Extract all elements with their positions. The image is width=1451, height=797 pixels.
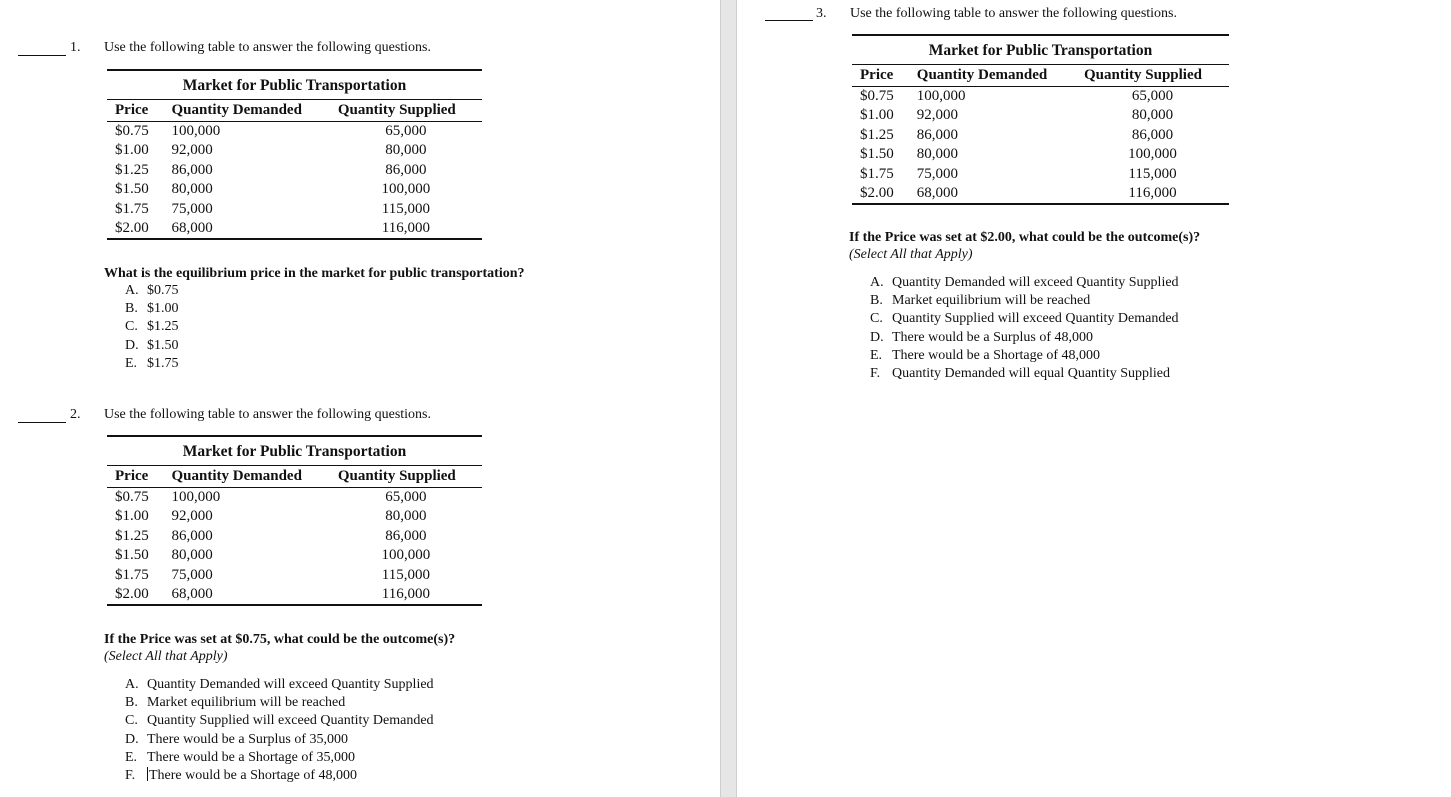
cell-price: $1.75 bbox=[115, 566, 149, 583]
header-quantity-supplied: Quantity Supplied bbox=[330, 466, 482, 488]
cell-qd: 80,000 bbox=[171, 181, 213, 198]
cell-qd: 75,000 bbox=[171, 566, 213, 583]
table-row bbox=[107, 546, 482, 565]
table-row bbox=[107, 161, 482, 180]
table-caption: Market for Public Transportation bbox=[107, 435, 482, 465]
cell-qd: 92,000 bbox=[171, 142, 213, 159]
table-row bbox=[107, 527, 482, 546]
header-price: Price bbox=[107, 466, 164, 488]
cell-price: $1.50 bbox=[115, 547, 149, 564]
header-price: Price bbox=[107, 100, 164, 122]
table-row bbox=[107, 585, 482, 605]
question-number-1: 1. bbox=[70, 40, 81, 55]
cell-price: $1.25 bbox=[115, 161, 149, 178]
answer-option[interactable] bbox=[870, 274, 1179, 292]
question-intro-3: Use the following table to answer the following questions. bbox=[850, 6, 1177, 21]
question-intro-2: Use the following table to answer the following questions. bbox=[104, 407, 431, 422]
option-letter: C. bbox=[870, 311, 883, 327]
table-row bbox=[107, 219, 482, 239]
header-quantity-supplied: Quantity Supplied bbox=[330, 100, 482, 122]
option-text: $1.00 bbox=[147, 301, 179, 317]
answer-option[interactable] bbox=[870, 347, 1179, 365]
option-text: There would be a Shortage of 48,000 bbox=[149, 768, 357, 784]
answer-option[interactable] bbox=[870, 310, 1179, 328]
option-letter: F. bbox=[870, 366, 881, 382]
cell-qd: 75,000 bbox=[171, 200, 213, 217]
question-intro-1: Use the following table to answer the following questions. bbox=[104, 40, 431, 55]
cell-qd: 100,000 bbox=[171, 123, 221, 139]
answer-options-1 bbox=[125, 282, 179, 373]
option-letter: E. bbox=[125, 749, 138, 765]
table-row bbox=[852, 165, 1229, 184]
option-letter: A. bbox=[870, 275, 884, 290]
table-row bbox=[852, 106, 1229, 125]
answer-option[interactable] bbox=[870, 365, 1179, 383]
cell-qd: 100,000 bbox=[171, 489, 221, 505]
cell-qd: 80,000 bbox=[171, 547, 213, 564]
cell-qs: 80,000 bbox=[385, 508, 427, 525]
cell-qs: 100,000 bbox=[381, 547, 431, 564]
answer-option[interactable] bbox=[125, 282, 179, 300]
cell-price: $0.75 bbox=[115, 123, 149, 139]
header-price: Price bbox=[852, 65, 909, 87]
header-quantity-supplied: Quantity Supplied bbox=[1076, 65, 1229, 87]
cell-qs: 115,000 bbox=[381, 566, 430, 583]
answer-blank-1[interactable] bbox=[18, 55, 66, 56]
page-gutter bbox=[720, 0, 737, 797]
answer-option[interactable] bbox=[125, 355, 179, 373]
cell-qs: 100,000 bbox=[381, 181, 431, 198]
cell-qs: 65,000 bbox=[385, 123, 427, 139]
cell-qs: 86,000 bbox=[1131, 126, 1174, 143]
header-quantity-demanded: Quantity Demanded bbox=[164, 466, 330, 488]
table-row bbox=[107, 122, 482, 142]
cell-qs: 115,000 bbox=[381, 200, 430, 217]
question-number-2: 2. bbox=[70, 407, 81, 422]
answer-options-3 bbox=[870, 274, 1179, 383]
table-row bbox=[107, 200, 482, 219]
option-text: There would be a Shortage of 35,000 bbox=[147, 749, 355, 765]
table-row bbox=[852, 87, 1229, 107]
table-row bbox=[852, 126, 1229, 145]
answer-option[interactable] bbox=[125, 318, 179, 336]
option-text: Quantity Supplied will exceed Quantity Demanded bbox=[892, 311, 1179, 327]
table-caption: Market for Public Transportation bbox=[852, 34, 1229, 64]
cell-qs: 115,000 bbox=[1128, 165, 1177, 182]
option-text: There would be a Shortage of 48,000 bbox=[892, 347, 1100, 363]
cell-qs: 116,000 bbox=[330, 219, 482, 239]
cell-qs: 80,000 bbox=[385, 142, 427, 159]
question-number-3: 3. bbox=[816, 6, 827, 21]
table-row bbox=[852, 145, 1229, 164]
cell-price: $2.00 bbox=[107, 219, 164, 239]
cell-price: $1.50 bbox=[115, 181, 149, 198]
answer-option[interactable] bbox=[125, 676, 434, 694]
cell-price: $1.00 bbox=[860, 107, 894, 124]
option-letter: B. bbox=[870, 293, 883, 309]
option-letter: D. bbox=[125, 337, 139, 353]
cell-qd: 75,000 bbox=[916, 165, 959, 182]
question-hint-3: (Select All that Apply) bbox=[849, 247, 973, 262]
text-cursor bbox=[147, 767, 148, 781]
cell-qs: 65,000 bbox=[385, 489, 427, 505]
cell-qd: 86,000 bbox=[171, 161, 213, 178]
option-text: Market equilibrium will be reached bbox=[892, 293, 1091, 309]
cell-qd: 100,000 bbox=[916, 88, 966, 104]
cell-qs: 80,000 bbox=[1131, 107, 1174, 124]
answer-option[interactable] bbox=[125, 300, 179, 318]
question-prompt-2: If the Price was set at $0.75, what could be the outcome(s)? bbox=[104, 632, 456, 647]
answer-option[interactable] bbox=[125, 337, 179, 355]
answer-option[interactable] bbox=[125, 749, 434, 767]
answer-option[interactable] bbox=[125, 731, 434, 749]
cell-price: $0.75 bbox=[860, 88, 894, 104]
question-hint-2: (Select All that Apply) bbox=[104, 649, 228, 664]
answer-option[interactable] bbox=[125, 767, 434, 785]
market-table-1 bbox=[107, 69, 482, 240]
answer-blank-3[interactable] bbox=[765, 20, 813, 21]
cell-price: $2.00 bbox=[107, 585, 164, 605]
table-row bbox=[107, 488, 482, 508]
option-text: $1.25 bbox=[147, 319, 179, 335]
cell-price: $1.50 bbox=[860, 146, 894, 163]
cell-price: $1.75 bbox=[860, 165, 894, 182]
answer-options-2 bbox=[125, 676, 434, 785]
option-text: Quantity Demanded will equal Quantity Supplied bbox=[892, 366, 1171, 382]
option-text: $1.50 bbox=[147, 337, 179, 353]
option-letter: F. bbox=[125, 768, 136, 784]
cell-qd: 80,000 bbox=[916, 146, 959, 163]
cell-qs: 100,000 bbox=[1128, 146, 1177, 163]
option-text: Quantity Demanded will exceed Quantity Supplied bbox=[892, 275, 1179, 290]
answer-blank-2[interactable] bbox=[18, 422, 66, 423]
option-text: There would be a Surplus of 35,000 bbox=[147, 731, 349, 747]
table-row bbox=[107, 180, 482, 199]
header-quantity-demanded: Quantity Demanded bbox=[164, 100, 330, 122]
cell-qd: 86,000 bbox=[916, 126, 959, 143]
cell-qd: 92,000 bbox=[171, 508, 213, 525]
table-row bbox=[107, 566, 482, 585]
cell-price: $2.00 bbox=[852, 184, 909, 204]
option-letter: A. bbox=[125, 283, 139, 298]
table-row bbox=[107, 507, 482, 526]
cell-qd: 92,000 bbox=[916, 107, 959, 124]
option-letter: C. bbox=[125, 713, 138, 729]
document-page-left bbox=[0, 0, 720, 797]
option-text: Quantity Supplied will exceed Quantity Demanded bbox=[147, 713, 434, 729]
answer-option[interactable] bbox=[125, 712, 434, 730]
header-quantity-demanded: Quantity Demanded bbox=[909, 65, 1076, 87]
cell-qd: 86,000 bbox=[171, 527, 213, 544]
cell-price: $1.25 bbox=[115, 527, 149, 544]
cell-price: $1.75 bbox=[115, 200, 149, 217]
option-letter: D. bbox=[870, 329, 884, 345]
table-caption: Market for Public Transportation bbox=[107, 69, 482, 99]
cell-qd: 68,000 bbox=[164, 585, 330, 605]
question-prompt-3: If the Price was set at $2.00, what could be the outcome(s)? bbox=[849, 230, 1201, 245]
market-table-3 bbox=[852, 34, 1229, 205]
option-letter: C. bbox=[125, 319, 138, 335]
option-letter: B. bbox=[125, 695, 138, 711]
market-table-2 bbox=[107, 435, 482, 606]
option-text: There would be a Surplus of 48,000 bbox=[892, 329, 1094, 345]
option-letter: A. bbox=[125, 677, 139, 692]
cell-qs: 116,000 bbox=[330, 585, 482, 605]
document-page-right bbox=[737, 0, 1451, 797]
option-text: $1.75 bbox=[147, 355, 179, 371]
cell-qd: 68,000 bbox=[164, 219, 330, 239]
option-text: Quantity Demanded will exceed Quantity Supplied bbox=[147, 677, 434, 692]
question-prompt-1: What is the equilibrium price in the market for public transportation? bbox=[104, 266, 525, 281]
option-letter: E. bbox=[870, 347, 883, 363]
answer-option[interactable] bbox=[125, 694, 434, 712]
option-text: $0.75 bbox=[147, 283, 179, 298]
cell-qs: 65,000 bbox=[1131, 88, 1174, 104]
cell-price: $1.00 bbox=[115, 142, 149, 159]
cell-price: $1.00 bbox=[115, 508, 149, 525]
option-text: Market equilibrium will be reached bbox=[147, 695, 346, 711]
answer-option[interactable] bbox=[870, 292, 1179, 310]
cell-qs: 86,000 bbox=[385, 527, 427, 544]
cell-qd: 68,000 bbox=[909, 184, 1076, 204]
cell-qs: 116,000 bbox=[1076, 184, 1229, 204]
table-row bbox=[852, 184, 1229, 204]
option-letter: E. bbox=[125, 355, 138, 371]
cell-price: $0.75 bbox=[115, 489, 149, 505]
table-row bbox=[107, 141, 482, 160]
option-letter: D. bbox=[125, 731, 139, 747]
option-letter: B. bbox=[125, 301, 138, 317]
cell-price: $1.25 bbox=[860, 126, 894, 143]
answer-option[interactable] bbox=[870, 329, 1179, 347]
cell-qs: 86,000 bbox=[385, 161, 427, 178]
